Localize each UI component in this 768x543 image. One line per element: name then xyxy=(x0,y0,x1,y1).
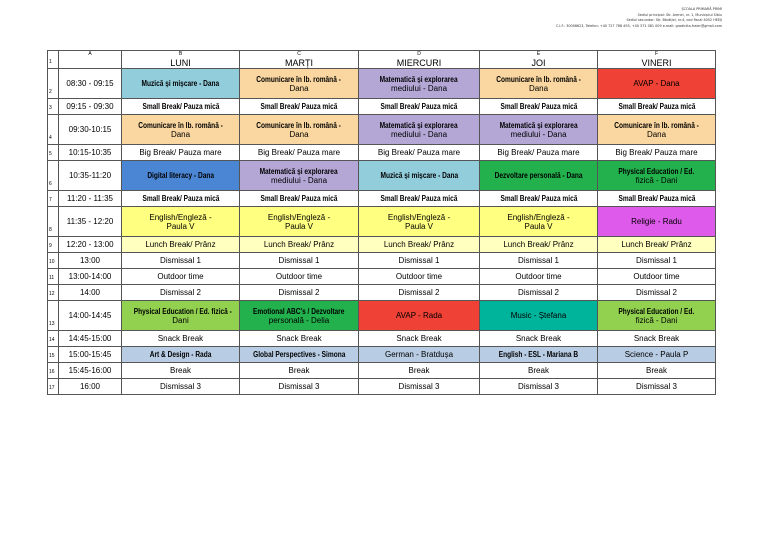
lesson-title: Small Break/ Pauza mică xyxy=(380,102,458,111)
lesson-cell xyxy=(122,115,240,145)
schedule-row xyxy=(48,379,716,395)
lesson-title: Small Break/ Pauza mică xyxy=(500,102,577,111)
row-number: 10 xyxy=(48,253,59,269)
lesson-subtitle: Dana xyxy=(289,83,309,93)
lesson-title: Digital literacy - Dana xyxy=(147,171,214,180)
lesson-title: Outdoor time xyxy=(395,272,443,281)
lesson-cell xyxy=(598,237,716,253)
row-number: 3 xyxy=(48,99,59,115)
lesson-title: Muzică și mișcare - Dana xyxy=(141,79,220,88)
lesson-title: English/Engleză - xyxy=(507,212,570,222)
lesson-cell xyxy=(359,237,480,253)
lesson-cell xyxy=(359,331,480,347)
column-letter: C xyxy=(240,51,359,58)
lesson-cell xyxy=(480,115,598,145)
schedule-row xyxy=(48,237,716,253)
lesson-cell xyxy=(240,269,359,285)
schedule-row xyxy=(48,69,716,99)
lesson-title: AVAP - Rada xyxy=(395,311,443,320)
lesson-cell xyxy=(598,145,716,161)
lesson-title: Outdoor time xyxy=(633,272,680,281)
lesson-cell xyxy=(359,347,480,363)
lesson-subtitle: Dani xyxy=(172,315,189,325)
row-number: 4 xyxy=(48,115,59,145)
header-line: C.I.F.: 30098623, Telefon: +40 727 788 493, +40 371 081 009 e-mail: gradinita.fraier@gmail.com xyxy=(555,23,722,28)
column-letter: E xyxy=(480,51,598,58)
lesson-title: Physical Education / Ed. fizică - xyxy=(133,306,232,316)
lesson-title: Big Break/ Pauza mare xyxy=(139,148,222,157)
lesson-title: Dismissal 3 xyxy=(160,382,201,391)
lesson-title: Dezvoltare personală - Dana xyxy=(494,171,583,180)
lesson-title: Snack Break xyxy=(633,334,680,343)
lesson-title: Snack Break xyxy=(157,334,204,343)
time-slot: 09:15 - 09:30 xyxy=(59,99,122,115)
lesson-subtitle: fizică - Dani xyxy=(635,315,678,325)
lesson-title: Dismissal 1 xyxy=(398,256,440,265)
lesson-cell xyxy=(122,69,240,99)
lesson-title: Break xyxy=(170,366,191,375)
lesson-title: Physical Education / Ed. xyxy=(618,306,695,316)
lesson-title: Dismissal 1 xyxy=(278,256,320,265)
lesson-cell xyxy=(240,331,359,347)
lesson-cell xyxy=(598,69,716,99)
school-header xyxy=(482,7,722,29)
lesson-cell xyxy=(480,331,598,347)
lesson-cell xyxy=(480,269,598,285)
lesson-cell xyxy=(480,301,598,331)
lesson-subtitle: mediului - Dana xyxy=(390,129,448,139)
lesson-cell xyxy=(122,207,240,237)
lesson-cell xyxy=(122,301,240,331)
lesson-title: Comunicare în lb. română - xyxy=(496,74,581,84)
day-header: VINERI xyxy=(598,57,716,69)
time-slot: 15:45-16:00 xyxy=(59,363,122,379)
lesson-cell xyxy=(359,191,480,207)
schedule-table xyxy=(47,50,716,395)
lesson-cell xyxy=(122,237,240,253)
lesson-cell xyxy=(480,191,598,207)
lesson-title: Outdoor time xyxy=(515,272,562,281)
lesson-cell xyxy=(480,99,598,115)
lesson-title: English/Engleză - xyxy=(387,212,451,222)
lesson-subtitle: fizică - Dani xyxy=(635,175,678,185)
lesson-title: Dismissal 2 xyxy=(160,288,201,297)
lesson-title: Comunicare în lb. română - xyxy=(138,120,223,130)
row-number: 9 xyxy=(48,237,59,253)
lesson-title: Big Break/ Pauza mare xyxy=(257,148,341,157)
row-number: 14 xyxy=(48,331,59,347)
lesson-cell xyxy=(598,161,716,191)
lesson-title: English - ESL - Mariana B xyxy=(498,350,579,359)
day-header: MARȚI xyxy=(240,57,359,69)
lesson-cell xyxy=(359,253,480,269)
schedule-row xyxy=(48,161,716,191)
schedule-row xyxy=(48,191,716,207)
lesson-cell xyxy=(122,347,240,363)
lesson-cell xyxy=(480,285,598,301)
lesson-subtitle: Dana xyxy=(646,129,667,139)
lesson-cell xyxy=(359,115,480,145)
lesson-cell xyxy=(122,379,240,395)
time-slot: 08:30 - 09:15 xyxy=(59,69,122,99)
schedule-row xyxy=(48,269,716,285)
lesson-title: Science - Paula P xyxy=(624,350,689,359)
lesson-subtitle: Paula V xyxy=(404,221,434,231)
lesson-title: Emotional ABC's / Dezvoltare xyxy=(253,306,345,316)
lesson-title: Dismissal 2 xyxy=(518,288,559,297)
lesson-title: Lunch Break/ Prânz xyxy=(503,240,574,249)
lesson-cell xyxy=(480,145,598,161)
lesson-cell xyxy=(598,207,716,237)
lesson-cell xyxy=(122,331,240,347)
lesson-title: Snack Break xyxy=(396,334,442,343)
time-slot: 13:00 xyxy=(59,253,122,269)
lesson-title: Matematică și explorarea xyxy=(379,74,459,84)
schedule-row xyxy=(48,99,716,115)
lesson-cell xyxy=(240,145,359,161)
lesson-cell xyxy=(359,69,480,99)
schedule-row xyxy=(48,145,716,161)
time-slot: 14:00 xyxy=(59,285,122,301)
lesson-cell xyxy=(240,69,359,99)
lesson-title: Big Break/ Pauza mare xyxy=(497,148,580,157)
lesson-subtitle: Dana xyxy=(289,129,309,139)
row-number: 6 xyxy=(48,161,59,191)
day-header: LUNI xyxy=(122,57,240,69)
lesson-cell xyxy=(359,269,480,285)
header-line: ȘCOALA PRIMARĂ PRIMI xyxy=(681,7,722,11)
lesson-title: Small Break/ Pauza mică xyxy=(618,102,695,111)
schedule-row xyxy=(48,363,716,379)
lesson-title: Small Break/ Pauza mică xyxy=(500,194,577,203)
lesson-cell xyxy=(359,145,480,161)
lesson-subtitle: mediului - Dana xyxy=(390,83,448,93)
lesson-subtitle: Dana xyxy=(528,83,549,93)
lesson-cell xyxy=(598,285,716,301)
lesson-title: Dismissal 1 xyxy=(160,256,201,265)
time-header xyxy=(59,57,122,69)
day-header: JOI xyxy=(480,57,598,69)
schedule-row xyxy=(48,331,716,347)
lesson-title: Dismissal 2 xyxy=(278,288,320,297)
schedule-row xyxy=(48,347,716,363)
schedule-row xyxy=(48,115,716,145)
lesson-cell xyxy=(598,191,716,207)
row-number: 5 xyxy=(48,145,59,161)
lesson-cell xyxy=(122,253,240,269)
row-number: 12 xyxy=(48,285,59,301)
lesson-subtitle: mediului - Dana xyxy=(270,175,328,185)
lesson-cell xyxy=(240,301,359,331)
lesson-cell xyxy=(122,363,240,379)
lesson-title: Big Break/ Pauza mare xyxy=(377,148,461,157)
time-slot: 14:45-15:00 xyxy=(59,331,122,347)
lesson-title: Small Break/ Pauza mică xyxy=(260,194,338,203)
lesson-cell xyxy=(240,347,359,363)
lesson-cell xyxy=(240,99,359,115)
lesson-title: Dismissal 2 xyxy=(636,288,677,297)
lesson-title: Religie - Radu xyxy=(631,217,682,226)
lesson-subtitle: Paula V xyxy=(166,221,195,231)
lesson-cell xyxy=(240,363,359,379)
lesson-title: Global Perspectives - Simona xyxy=(252,350,346,359)
lesson-cell xyxy=(598,253,716,269)
lesson-cell xyxy=(480,253,598,269)
schedule-row xyxy=(48,285,716,301)
time-slot: 09:30-10:15 xyxy=(59,115,122,145)
lesson-cell xyxy=(598,115,716,145)
row-number: 17 xyxy=(48,379,59,395)
lesson-title: Small Break/ Pauza mică xyxy=(260,102,338,111)
row-number: 2 xyxy=(48,69,59,99)
lesson-cell xyxy=(598,363,716,379)
schedule-row xyxy=(48,301,716,331)
lesson-title: Break xyxy=(288,366,310,375)
lesson-cell xyxy=(359,301,480,331)
lesson-cell xyxy=(240,285,359,301)
day-header: MIERCURI xyxy=(359,57,480,69)
lesson-title: Small Break/ Pauza mică xyxy=(142,194,219,203)
lesson-subtitle: Paula V xyxy=(284,221,314,231)
lesson-title: Big Break/ Pauza mare xyxy=(615,148,698,157)
time-slot: 11:35 - 12:20 xyxy=(59,207,122,237)
lesson-cell xyxy=(359,285,480,301)
column-letter: F xyxy=(598,51,716,58)
lesson-title: Comunicare în lb. română - xyxy=(256,120,342,130)
column-letter: B xyxy=(122,51,240,58)
lesson-title: Break xyxy=(528,366,549,375)
time-slot: 15:00-15:45 xyxy=(59,347,122,363)
lesson-title: Dismissal 2 xyxy=(398,288,440,297)
row-number: 16 xyxy=(48,363,59,379)
lesson-cell xyxy=(240,207,359,237)
lesson-title: Dismissal 1 xyxy=(636,256,677,265)
lesson-cell xyxy=(480,379,598,395)
lesson-cell xyxy=(122,191,240,207)
lesson-title: Small Break/ Pauza mică xyxy=(380,194,458,203)
lesson-title: Dismissal 3 xyxy=(278,382,320,391)
lesson-title: Matematică și explorarea xyxy=(379,120,459,130)
lesson-cell xyxy=(598,347,716,363)
lesson-cell xyxy=(598,269,716,285)
lesson-title: Dismissal 1 xyxy=(518,256,559,265)
lesson-title: Break xyxy=(408,366,430,375)
lesson-cell xyxy=(240,161,359,191)
lesson-cell xyxy=(480,347,598,363)
lesson-cell xyxy=(122,285,240,301)
lesson-cell xyxy=(359,99,480,115)
time-slot: 12:20 - 13:00 xyxy=(59,237,122,253)
lesson-cell xyxy=(480,161,598,191)
lesson-cell xyxy=(480,237,598,253)
lesson-title: Lunch Break/ Prânz xyxy=(263,240,335,249)
lesson-cell xyxy=(480,69,598,99)
lesson-cell xyxy=(240,237,359,253)
lesson-cell xyxy=(480,207,598,237)
schedule-row xyxy=(48,253,716,269)
lesson-cell xyxy=(598,301,716,331)
lesson-title: Small Break/ Pauza mică xyxy=(618,194,695,203)
row-number: 7 xyxy=(48,191,59,207)
time-slot: 14:00-14:45 xyxy=(59,301,122,331)
header-line: Sediul secundar: Str. Bărăției, nr.4, cod fiscal 4052 HEEJI xyxy=(626,18,722,23)
lesson-title: English/Engleză - xyxy=(149,212,212,222)
row-number: 11 xyxy=(48,269,59,285)
column-letter: D xyxy=(359,51,480,58)
lesson-subtitle: Paula V xyxy=(524,221,553,231)
time-slot: 10:15-10:35 xyxy=(59,145,122,161)
lesson-title: English/Engleză - xyxy=(267,212,331,222)
lesson-title: Outdoor time xyxy=(275,272,323,281)
lesson-cell xyxy=(359,161,480,191)
lesson-title: Snack Break xyxy=(515,334,562,343)
lesson-title: Dismissal 3 xyxy=(636,382,677,391)
lesson-cell xyxy=(122,145,240,161)
lesson-title: AVAP - Dana xyxy=(633,79,680,88)
time-slot: 10:35-11:20 xyxy=(59,161,122,191)
row-number: 8 xyxy=(48,207,59,237)
lesson-title: Muzică și mișcare - Dana xyxy=(380,171,458,180)
schedule-row xyxy=(48,207,716,237)
lesson-cell xyxy=(598,331,716,347)
lesson-title: Break xyxy=(646,366,667,375)
lesson-title: Lunch Break/ Prânz xyxy=(383,240,455,249)
time-slot: 13:00-14:00 xyxy=(59,269,122,285)
lesson-title: Matematică și explorarea xyxy=(499,120,578,130)
time-slot: 16:00 xyxy=(59,379,122,395)
row-number: 15 xyxy=(48,347,59,363)
lesson-cell xyxy=(240,379,359,395)
lesson-cell xyxy=(240,191,359,207)
lesson-cell xyxy=(598,379,716,395)
lesson-title: Snack Break xyxy=(276,334,322,343)
lesson-cell xyxy=(598,99,716,115)
lesson-title: Dismissal 3 xyxy=(398,382,440,391)
lesson-title: Lunch Break/ Prânz xyxy=(621,240,692,249)
lesson-cell xyxy=(122,269,240,285)
row-number: 1 xyxy=(48,57,59,69)
lesson-title: Small Break/ Pauza mică xyxy=(142,102,219,111)
lesson-cell xyxy=(359,207,480,237)
lesson-cell xyxy=(480,363,598,379)
day-header-row xyxy=(48,57,716,69)
column-letter: A xyxy=(59,51,122,58)
lesson-title: Matematică și explorarea xyxy=(259,166,339,176)
time-slot: 11:20 - 11:35 xyxy=(59,191,122,207)
lesson-cell xyxy=(240,253,359,269)
lesson-title: Music - Ștefana xyxy=(510,311,567,320)
lesson-cell xyxy=(122,161,240,191)
lesson-title: Physical Education / Ed. xyxy=(618,166,695,176)
lesson-cell xyxy=(122,99,240,115)
lesson-cell xyxy=(240,115,359,145)
lesson-title: Comunicare în lb. română - xyxy=(614,120,699,130)
header-line: Sediul principal: Str. Arenei, nr. 1, Municipiul Sibiu xyxy=(637,12,722,17)
lesson-title: Art & Design - Rada xyxy=(149,350,212,359)
lesson-title: Lunch Break/ Prânz xyxy=(145,240,216,249)
lesson-title: German - Bratdușa xyxy=(384,350,454,359)
lesson-subtitle: personală - Delia xyxy=(268,315,330,325)
lesson-title: Dismissal 3 xyxy=(518,382,559,391)
lesson-subtitle: Dana xyxy=(170,129,191,139)
lesson-title: Outdoor time xyxy=(157,272,204,281)
lesson-subtitle: mediului - Dana xyxy=(510,129,567,139)
lesson-cell xyxy=(359,379,480,395)
row-number: 13 xyxy=(48,301,59,331)
lesson-cell xyxy=(359,363,480,379)
lesson-title: Comunicare în lb. română - xyxy=(256,74,342,84)
